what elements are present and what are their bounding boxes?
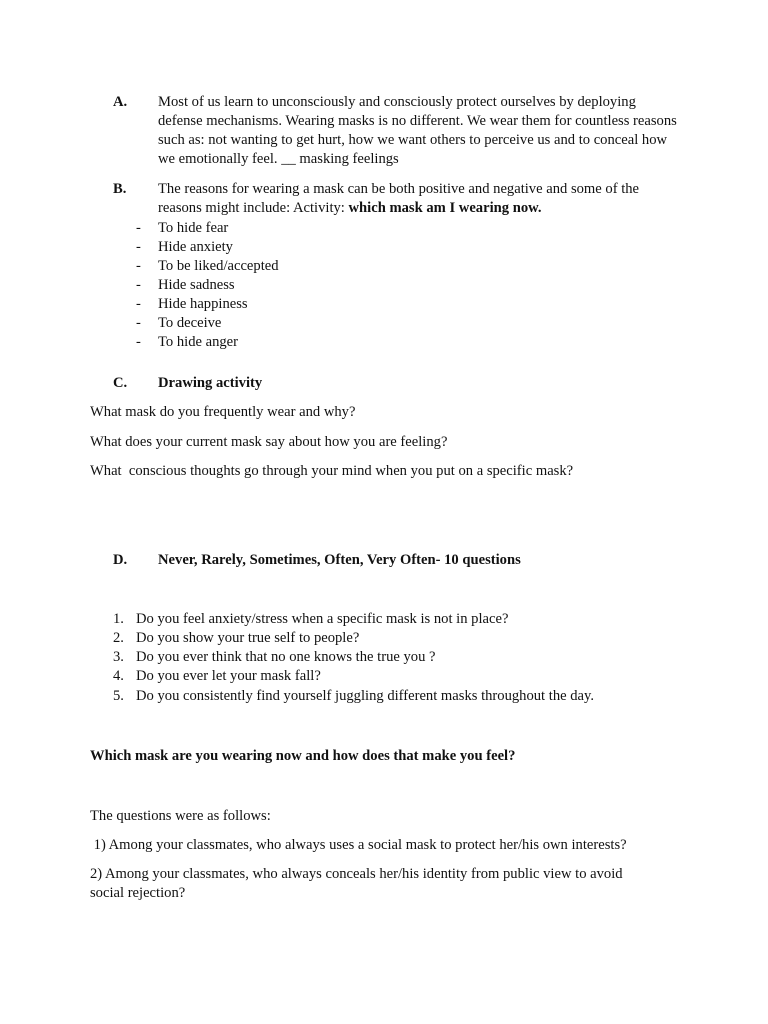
dash-marker: - — [136, 220, 141, 236]
reasons-list — [136, 219, 436, 354]
dash-marker: - — [136, 277, 141, 293]
question-line: What does your current mask say about how you are feeling? — [90, 434, 448, 450]
item-text: Do you consistently find yourself juggling different masks throughout the day. — [136, 688, 595, 704]
item-text: Do you feel anxiety/stress when a specific mask is not in place? — [136, 611, 509, 627]
follow-up-intro: The questions were as follows: — [90, 808, 271, 824]
section-b-activity-title: which mask am I wearing now. — [348, 200, 542, 216]
follow-up-question-2-line: 2) Among your classmates, who always conceals her/his identity from public view to avoid — [90, 866, 623, 882]
section-a-line: such as: not wanting to get hurt, how we want others to perceive us and to conceal how — [158, 132, 668, 148]
list-item-text: Hide anxiety — [158, 239, 233, 255]
section-b-line — [158, 199, 698, 218]
list-item-text: Hide happiness — [158, 296, 248, 312]
dash-marker: - — [136, 258, 141, 274]
item-text: Do you ever think that no one knows the true you ? — [136, 649, 436, 665]
closing-question: Which mask are you wearing now and how does that make you feel? — [90, 748, 516, 764]
item-number: 1. — [113, 611, 124, 627]
section-c-title: Drawing activity — [158, 375, 263, 391]
dash-marker: - — [136, 296, 141, 312]
list-item-text: Hide sadness — [158, 277, 235, 293]
section-a — [113, 93, 713, 173]
dash-marker: - — [136, 334, 141, 350]
dash-marker: - — [136, 315, 141, 331]
item-text: Do you show your true self to people? — [136, 630, 360, 646]
section-a-line: we emotionally feel. __ masking feelings — [158, 151, 399, 167]
item-number: 3. — [113, 649, 124, 665]
section-a-line: Most of us learn to unconsciously and consciously protect ourselves by deploying — [158, 94, 636, 110]
section-d-marker: D. — [113, 552, 128, 568]
item-number: 4. — [113, 668, 124, 684]
item-text: Do you ever let your mask fall? — [136, 668, 321, 684]
list-item-text: To be liked/accepted — [158, 258, 279, 274]
section-b-marker: B. — [113, 181, 127, 197]
list-item-text: To hide fear — [158, 220, 229, 236]
section-b-line: The reasons for wearing a mask can be both positive and negative and some of the — [158, 181, 640, 197]
dash-marker: - — [136, 239, 141, 255]
section-a-marker: A. — [113, 94, 128, 110]
section-c-heading — [113, 374, 513, 394]
follow-up-question-1: 1) Among your classmates, who always uses a social mask to protect her/his own interests? — [90, 837, 627, 853]
list-item-text: To hide anger — [158, 334, 239, 350]
section-d-title: Never, Rarely, Sometimes, Often, Very Often- 10 questions — [158, 552, 521, 568]
list-item-text: To deceive — [158, 315, 222, 331]
follow-up-question-2-line: social rejection? — [90, 885, 186, 901]
question-line: What mask do you frequently wear and why? — [90, 404, 356, 420]
numbered-question-list — [113, 610, 713, 710]
section-b — [113, 180, 713, 355]
question-line: What conscious thoughts go through your mind when you put on a specific mask? — [90, 463, 574, 479]
section-a-line: defense mechanisms. Wearing masks is no different. We wear them for countless reasons — [158, 113, 677, 129]
item-number: 2. — [113, 630, 124, 646]
item-number: 5. — [113, 688, 124, 704]
section-d-heading — [113, 551, 713, 571]
section-c-marker: C. — [113, 375, 128, 391]
section-b-activity-prefix: reasons might include: Activity: — [158, 200, 349, 216]
